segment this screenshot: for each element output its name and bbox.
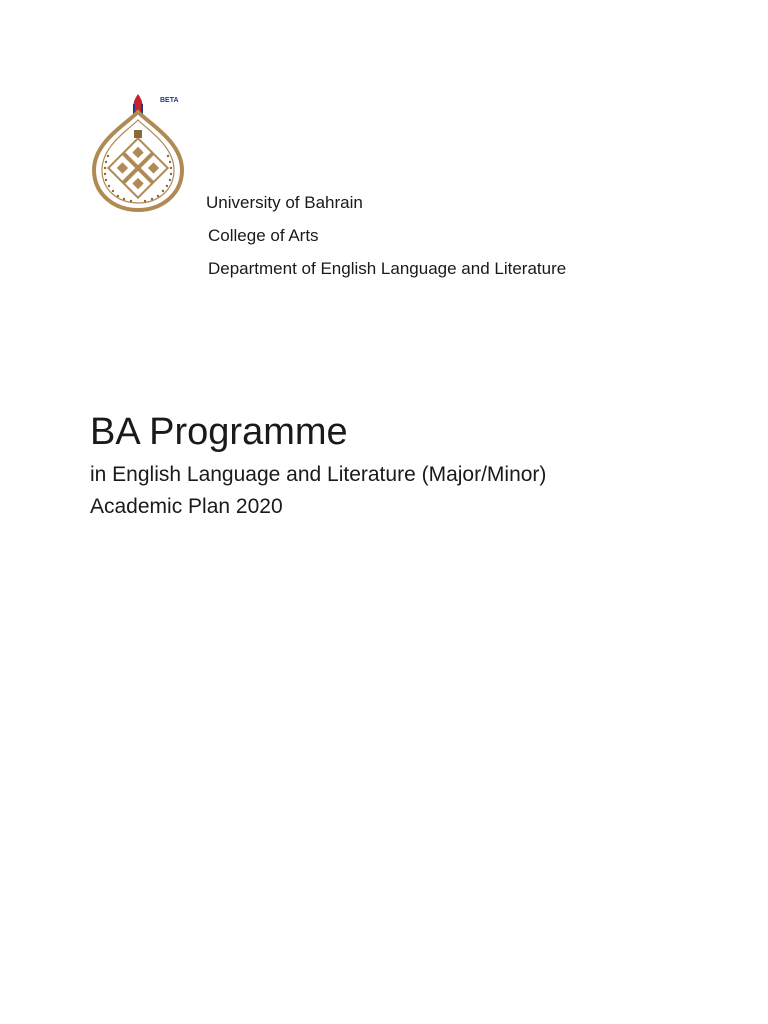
beta-badge: BETA	[160, 97, 179, 104]
department-name: Department of English Language and Literature	[208, 259, 567, 278]
academic-plan-year: Academic Plan 2020	[90, 495, 283, 518]
document-subtitle: in English Language and Literature (Major/Minor)	[90, 463, 547, 486]
university-seal-logo	[88, 90, 188, 215]
college-name: College of Arts	[208, 226, 319, 245]
university-name: University of Bahrain	[206, 193, 363, 212]
document-title: BA Programme	[90, 411, 348, 453]
university-of-bahrain-seal-icon	[88, 90, 188, 215]
